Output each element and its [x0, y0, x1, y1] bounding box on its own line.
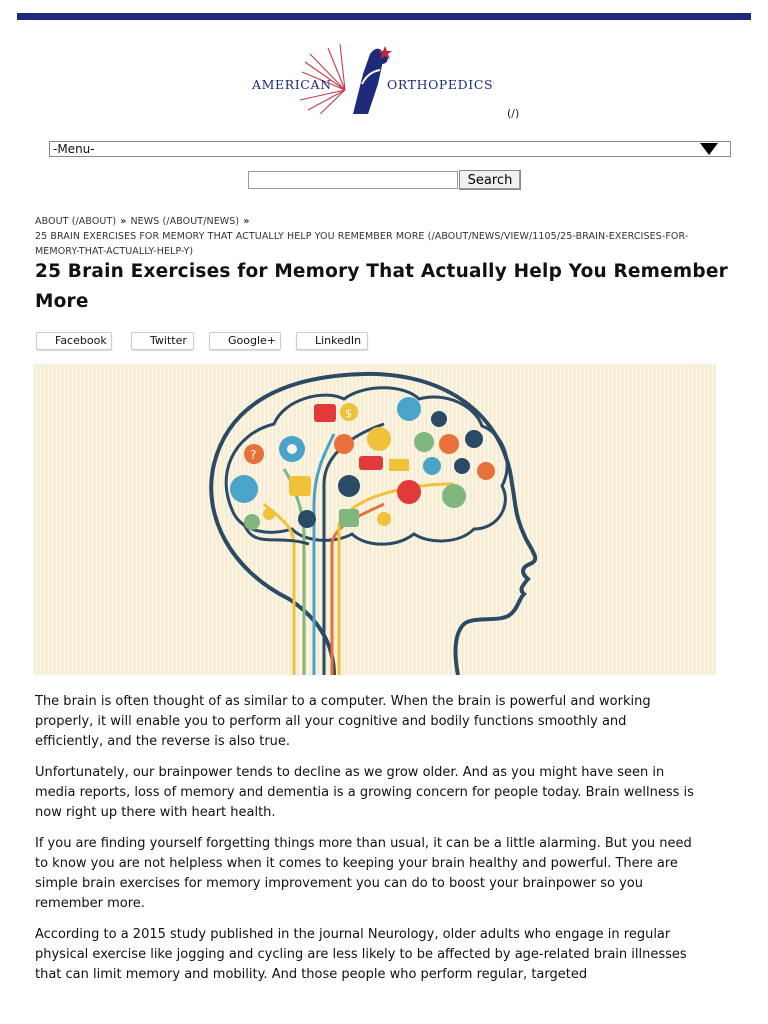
- breadcrumb-about[interactable]: ABOUT (/ABOUT): [35, 216, 117, 227]
- article-hero-image: [34, 364, 716, 675]
- lightbulb-icon: [397, 397, 421, 421]
- paragraph: The brain is often thought of as similar to a computer. When the brain is powerful and working properly, it will enable you to perform all your cognitive and bodily functions smoothly and efficiently, and the reverse is also true.: [35, 694, 651, 749]
- menu-selected-value: -Menu-: [53, 142, 95, 156]
- breadcrumb: [35, 214, 715, 259]
- breadcrumb-current[interactable]: 25 BRAIN EXERCISES FOR MEMORY THAT ACTUALLY HELP YOU REMEMBER MORE (/ABOUT/NEWS/VIEW/1105/25-BRAIN-EXERCISES-FOR-MEMORY-THAT-ACTUALLY-HELP-Y): [35, 231, 689, 257]
- paragraph: If you are finding yourself forgetting things more than usual, it can be a little alarming. But you need to know you are not helpless when it comes to keeping your brain healthy and powerful. There are simple brain exercises for memory improvement you can do to boost your brainpower so you remember more.: [35, 836, 692, 911]
- paragraph: According to a 2015 study published in the journal Neurology, older adults who engage in regular physical exercise like jogging and cycling are less likely to be affected by age-related brain illnesses that can limit memory and mobility. And those people who perform regular, targeted: [35, 927, 687, 982]
- share-linkedin-label: LinkedIn: [315, 334, 362, 347]
- share-twitter-label: Twitter: [150, 334, 187, 347]
- paragraph: Unfortunately, our brainpower tends to decline as we grow older. And as you might have seen in media reports, loss of memory and dementia is a growing concern for people today. Brain wellness is now right up there with heart health.: [35, 765, 694, 820]
- brain-illustration: [34, 364, 716, 675]
- breadcrumb-separator: »: [243, 216, 250, 227]
- brand-name-american: AMERICAN: [252, 77, 332, 92]
- share-facebook-label: Facebook: [55, 334, 107, 347]
- top-accent-bar: [17, 13, 751, 20]
- heart-icon: [477, 462, 495, 480]
- menu-dropdown[interactable]: [49, 141, 731, 157]
- chat-icon: [230, 475, 258, 503]
- home-icon: [263, 508, 275, 520]
- page-title: 25 Brain Exercises for Memory That Actually Help You Remember More: [35, 261, 728, 312]
- site-logo[interactable]: [250, 44, 510, 114]
- share-googleplus-label: Google+: [228, 334, 277, 347]
- share-twitter-button[interactable]: [131, 332, 194, 350]
- share-linkedin-button[interactable]: [296, 332, 368, 350]
- search-input[interactable]: [248, 171, 458, 189]
- share-facebook-button[interactable]: [36, 332, 112, 350]
- breadcrumb-separator: »: [120, 216, 127, 227]
- airplane-icon: [244, 514, 260, 530]
- share-googleplus-button[interactable]: [209, 332, 281, 350]
- home-link[interactable]: (/): [507, 107, 520, 120]
- article-body: [35, 692, 695, 996]
- svg-text:?: ?: [250, 448, 257, 462]
- breadcrumb-news[interactable]: NEWS (/ABOUT/NEWS): [130, 216, 240, 227]
- search-button[interactable]: Search: [459, 170, 521, 190]
- chevron-down-icon: [700, 143, 718, 155]
- star-icon: [339, 509, 359, 527]
- brand-name-orthopedics: ORTHOPEDICS: [387, 77, 494, 92]
- svg-text:$: $: [345, 407, 352, 420]
- play-icon: [359, 456, 383, 470]
